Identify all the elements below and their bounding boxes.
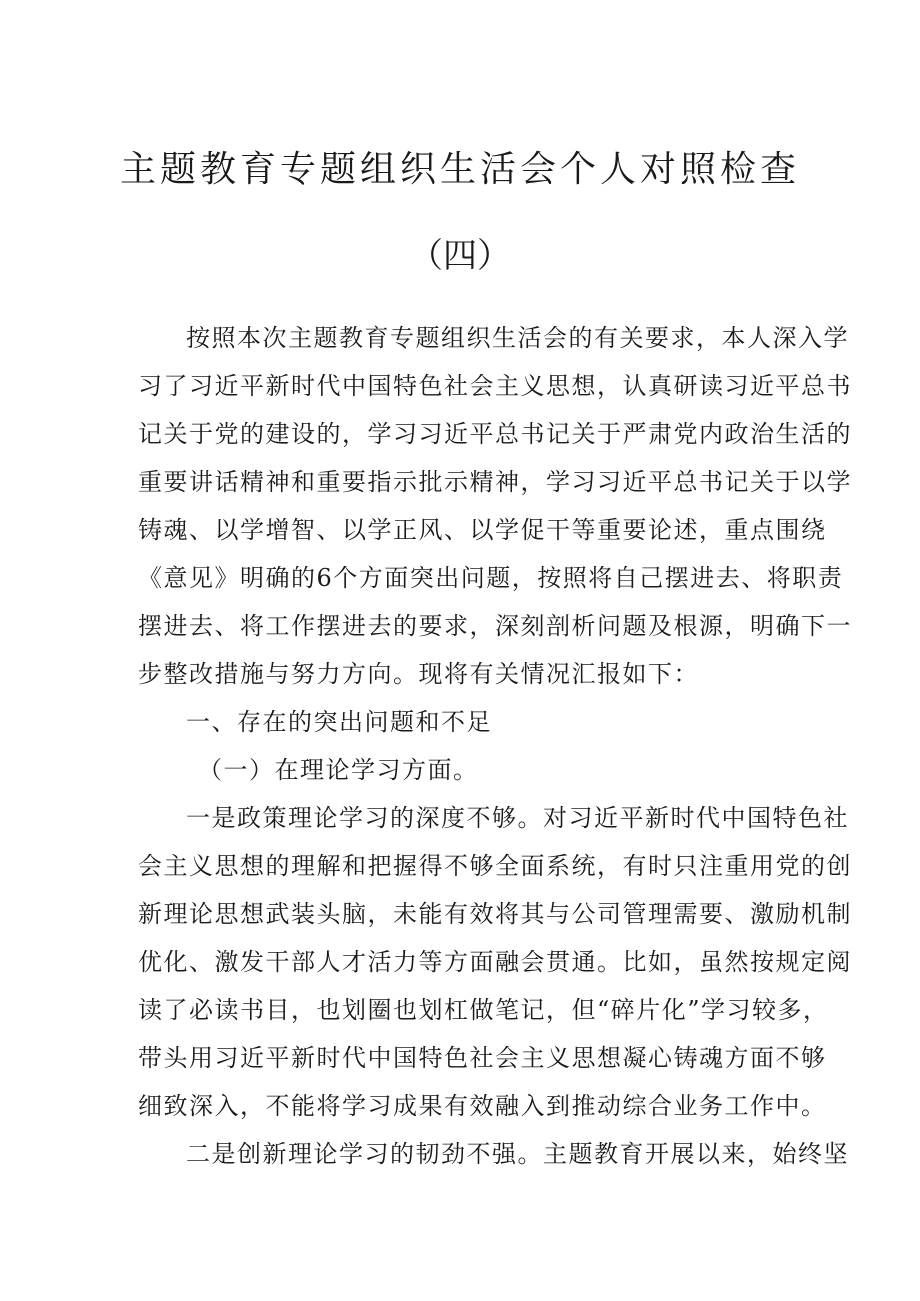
text-line: 读了必读书目，也划圈也划杠做笔记，但“碎片化”学习较多， (138, 996, 829, 1024)
text-line: （一）在理论学习方面。 (198, 756, 479, 784)
text-line: 记关于党的建设的，学习习近平总书记关于严肃党内政治生活的 (138, 420, 852, 448)
text-line: 会主义思想的理解和把握得不够全面系统，有时只注重用党的创 (138, 852, 852, 880)
text-line: 步整改措施与努力方向。现将有关情况汇报如下： (138, 660, 699, 688)
section-heading (138, 698, 786, 746)
text-line: 《意见》明确的6个方面突出问题，按照将自己摆进去、将职责 (138, 564, 844, 592)
text-line: 一、存在的突出问题和不足 (186, 708, 492, 736)
text-line: 优化、激发干部人才活力等方面融会贯通。比如，虽然按规定阅 (138, 948, 852, 976)
text-line: 按照本次主题教育专题组织生活会的有关要求，本人深入学 (186, 324, 849, 352)
document-subtitle: （四） (409, 236, 511, 276)
text-line: 摆进去、将工作摆进去的要求，深刻剖析问题及根源，明确下一 (138, 612, 852, 640)
paragraph-theory-depth (138, 794, 852, 1130)
paragraph-theory-persistence (138, 1130, 849, 1178)
text-line: 习了习近平新时代中国特色社会主义思想，认真研读习近平总书 (138, 372, 852, 400)
text-line: 带头用习近平新时代中国特色社会主义思想凝心铸魂方面不够 (138, 1044, 827, 1072)
text-line: 一是政策理论学习的深度不够。对习近平新时代中国特色社 (186, 804, 849, 832)
text-line: 重要讲话精神和重要指示批示精神，学习习近平总书记关于以学 (138, 468, 852, 496)
intro-paragraph (138, 314, 852, 698)
text-line: 铸魂、以学增智、以学正风、以学促干等重要论述，重点围绕 (138, 516, 827, 544)
document-body (138, 314, 852, 1178)
text-line: 新理论思想武装头脑，未能有效将其与公司管理需要、激励机制 (138, 900, 852, 928)
subsection-heading (138, 746, 786, 794)
document-title: 主题教育专题组织生活会个人对照检查 (119, 149, 800, 190)
text-line: 细致深入，不能将学习成果有效融入到推动综合业务工作中。 (138, 1092, 827, 1120)
text-line: 二是创新理论学习的韧劲不强。主题教育开展以来，始终坚 (186, 1140, 849, 1168)
